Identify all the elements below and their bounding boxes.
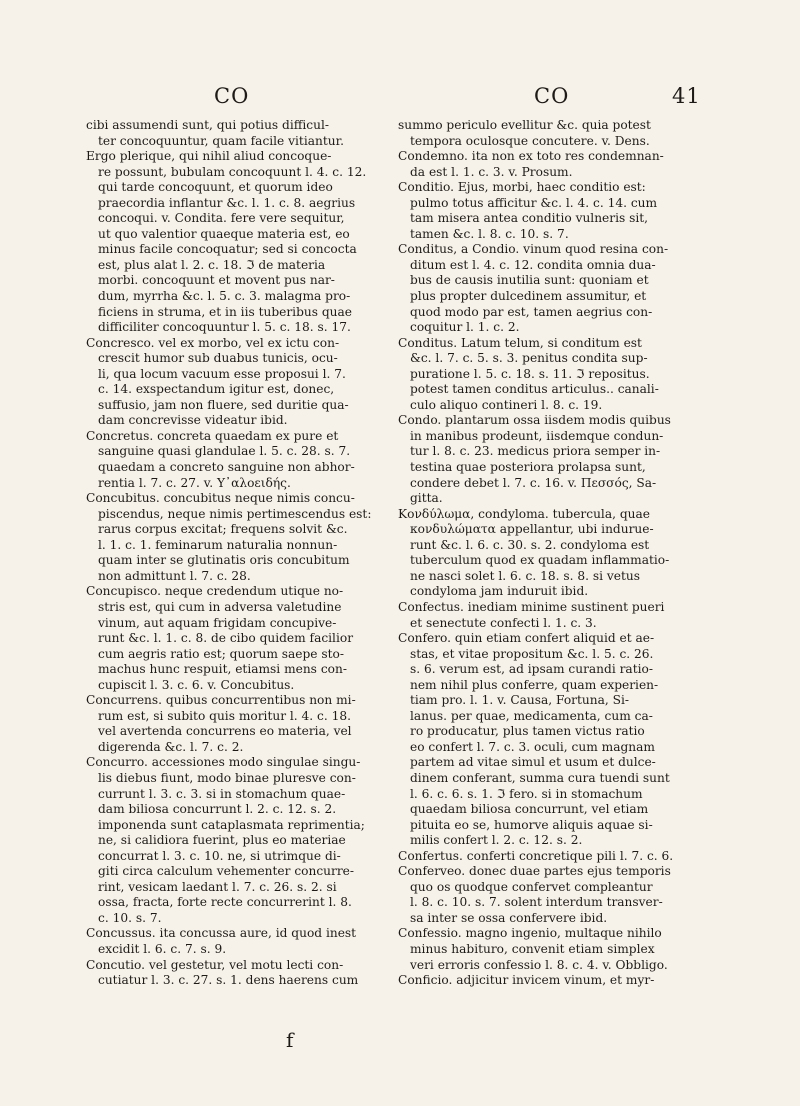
text-line: machus hunc respuit, etiamsi mens con- [98,662,347,677]
text-line: digerenda &c. l. 7. c. 2. [98,739,244,754]
text-line: Confero. quin etiam confert aliquid et ae- [398,631,655,646]
text-line: Conditio. Ejus, morbi, haec conditio est: [398,180,646,195]
text-line: qui tarde concoquunt, et quorum ideo [98,180,333,195]
text-line: suffusio, jam non fluere, sed duritie qua- [98,397,349,412]
text-line: rint, vesicam laedant l. 7. c. 26. s. 2. si [98,879,337,894]
text-line: plus propter dulcedinem assumitur, et [410,289,647,304]
text-line: ditum est l. 4. c. 12. condita omnia dua- [410,257,656,272]
text-line: giti circa calculum vehementer concurre- [98,864,354,879]
running-head-right: CO [534,84,570,108]
text-line: et senectute confecti l. 1. c. 3. [410,615,597,630]
text-line: coquitur l. 1. c. 2. [410,320,520,335]
text-line: ne, si calidiora fuerint, plus eo materiae [98,833,346,848]
text-line: cibi assumendi sunt, qui potius difficul- [86,118,329,132]
text-line: bus de causis inutilia sunt: quoniam et [410,273,649,288]
text-line: nem nihil plus conferre, quam experien- [410,677,659,692]
text-line: vinum, aut aquam frigidam concupive- [98,615,337,630]
text-line: stris est, qui cum in adversa valetudine [98,599,342,614]
text-line: gitta. [410,491,443,506]
text-line: l. 8. c. 10. s. 7. solent interdum transver- [410,895,663,910]
text-line: rum est, si subito quis moritur l. 4. c. 18. [98,708,352,723]
text-line: stas, et vitae propositum &c. l. 5. c. 26. [410,646,654,661]
text-line: vel avertenda concurrens eo materia, vel [98,724,352,739]
text-line: Concretus. concreta quaedam ex pure et [86,428,339,443]
text-line: sa inter se ossa confervere ibid. [410,910,608,925]
text-line: non admittunt l. 7. c. 28. [98,568,251,583]
text-line: veri erroris confessio l. 8. c. 4. v. Obbligo. [410,957,668,972]
text-line: Concubitus. concubitus neque nimis concu- [86,491,355,506]
text-line: concurrat l. 3. c. 10. ne, si utrimque di- [98,848,341,863]
text-line: pulmo totus afficitur &c. l. 4. c. 14. cum [410,195,658,210]
text-line: condere debet l. 7. c. 16. v. Πεσσός, Sa- [410,475,657,490]
text-line: Conferveo. donec duae partes ejus temporis [398,864,671,879]
text-line: minus habituro, convenit etiam simplex [410,941,655,956]
text-line: pituita eo se, humorve aliquis aquae si- [410,817,653,832]
text-line: re possunt, bubulam concoquunt l. 4. c. 12. [98,164,367,179]
text-line: Conficio. adjicitur invicem vinum, et myr- [398,973,655,988]
text-line: cutiatur l. 3. c. 27. s. 1. dens haerens cum [98,973,359,988]
text-line: piscendus, neque nimis pertimescendus est: [98,506,372,521]
text-line: c. 10. s. 7. [98,910,162,925]
text-line: κονδυλώματα appellantur, ubi indurue- [410,522,654,537]
text-line: tamen &c. l. 8. c. 10. s. 7. [410,226,569,241]
text-line: Concurrens. quibus concurrentibus non mi- [86,693,356,708]
text-line: da est l. 1. c. 3. v. Prosum. [410,164,573,179]
text-line: Confertus. conferti concretique pili l. 7. c. 6. [398,848,674,863]
text-line: l. 6. c. 6. s. 1. ℑ fero. si in stomachum [410,786,643,801]
text-line: quam inter se glutinatis oris concubitum [98,553,350,568]
text-line: Ergo plerique, qui nihil aliud concoque- [86,149,332,164]
text-line: sanguine quasi glandulae l. 5. c. 28. s. 7. [98,444,351,459]
text-line: Condo. plantarum ossa iisdem modis quibus [398,413,671,428]
signature-mark: f [286,1028,294,1052]
text-line: lanus. per quae, medicamenta, cum ca- [410,708,653,723]
text-line: in manibus prodeunt, iisdemque condun- [410,428,664,443]
text-line: condyloma jam induruit ibid. [410,584,589,599]
left-column [86,118,386,989]
text-line: imponenda sunt cataplasmata reprimentia; [98,817,365,832]
text-line: concoqui. v. Condita. fere vere sequitur, [98,211,345,226]
text-line: ter concoquuntur, quam facile vitiantur. [98,133,344,148]
text-line: rarus corpus excitat; frequens solvit &c. [98,522,348,537]
text-line: difficiliter concoquuntur l. 5. c. 18. s. 17. [98,320,351,335]
text-line: quaedam a concreto sanguine non abhor- [98,460,355,475]
text-line: Conditus. Latum telum, si conditum est [398,335,642,350]
text-line: puratione l. 5. c. 18. s. 11. ℑ repositus. [410,366,650,381]
text-line: Confessio. magno ingenio, multaque nihilo [398,926,662,941]
text-line: culo aliquo contineri l. 8. c. 19. [410,397,603,412]
text-line: cum aegris ratio est; quorum saepe sto- [98,646,345,661]
text-line: summo periculo evellitur &c. quia potest [398,118,651,132]
text-line: quaedam biliosa concurrunt, vel etiam [410,802,649,817]
text-line: li, qua locum vacuum esse proposui l. 7. [98,366,346,381]
text-line: c. 14. exspectandum igitur est, donec, [98,382,335,397]
text-line: runt &c. l. 1. c. 8. de cibo quidem facilior [98,631,354,646]
text-line: tur l. 8. c. 23. medicus priora semper in- [410,444,661,459]
text-line: currunt l. 3. c. 3. si in stomachum quae- [98,786,346,801]
text-line: dum, myrrha &c. l. 5. c. 3. malagma pro- [98,289,351,304]
text-line: ne nasci solet l. 6. c. 18. s. 8. si vetus [410,568,640,583]
text-line: potest tamen conditus articulus.. canali- [410,382,659,397]
text-line: Κονδύλωμα, condyloma. tubercula, quae [398,506,650,521]
page-number: 41 [672,84,701,108]
text-line: Conditus, a Condio. vinum quod resina con- [398,242,669,257]
text-line: quo os quodque confervet compleantur [410,879,653,894]
right-column [398,118,710,989]
text-line: l. 1. c. 1. feminarum naturalia nonnun- [98,537,338,552]
text-line: Concresco. vel ex morbo, vel ex ictu con- [86,335,340,350]
text-line: testina quae posteriora prolapsa sunt, [410,460,646,475]
running-head-left: CO [214,84,250,108]
text-line: morbi. concoquunt et movent pus nar- [98,273,335,288]
text-line: dinem conferant, summa cura tuendi sunt [410,770,670,785]
text-line: excidit l. 6. c. 7. s. 9. [98,941,227,956]
text-line: partem ad vitae simul et usum et dulce- [410,755,656,770]
text-line: ficiens in struma, et in iis tuberibus quae [98,304,352,319]
text-line: praecordia inflantur &c. l. 1. c. 8. aegrius [98,195,356,210]
text-line: Condemno. ita non ex toto res condemnan- [398,149,664,164]
text-line: quod modo par est, tamen aegrius con- [410,304,653,319]
text-line: Concupisco. neque credendum utique no- [86,584,344,599]
text-line: dam concrevisse videatur ibid. [98,413,288,428]
text-line: Concussus. ita concussa aure, id quod inest [86,926,357,941]
text-line: tempora oculosque concutere. v. Dens. [410,133,650,148]
text-line: ossa, fracta, forte recte concurrerint l. 8. [98,895,352,910]
text-line: est, plus alat l. 2. c. 18. ℑ de materia [98,257,326,272]
text-line: cupiscit l. 3. c. 6. v. Concubitus. [98,677,295,692]
text-line: eo confert l. 7. c. 3. oculi, cum magnam [410,739,655,754]
text-line: tam misera antea conditio vulneris sit, [410,211,649,226]
text-line: Concutio. vel gestetur, vel motu lecti con- [86,957,344,972]
text-line: dam biliosa concurrunt l. 2. c. 12. s. 2. [98,802,337,817]
text-line: s. 6. verum est, ad ipsam curandi ratio- [410,662,653,677]
text-line: ut quo valentior quaeque materia est, eo [98,226,350,241]
text-line: crescit humor sub duabus tunicis, ocu- [98,351,338,366]
text-line: tuberculum quod ex quadam inflammatio- [410,553,670,568]
text-line: milis confert l. 2. c. 12. s. 2. [410,833,583,848]
text-line: runt &c. l. 6. c. 30. s. 2. condyloma est [410,537,650,552]
text-line: minus facile concoquatur; sed si concocta [98,242,357,257]
text-line: Confectus. inediam minime sustinent pueri [398,599,665,614]
text-line: Concurro. accessiones modo singulae singu- [86,755,361,770]
text-line: &c. l. 7. c. 5. s. 3. penitus condita sup- [410,351,648,366]
text-line: tiam pro. l. 1. v. Causa, Fortuna, Si- [410,693,629,708]
text-line: rentia l. 7. c. 27. v. Υ᾿αλοειδής. [98,475,291,490]
text-line: ro producatur, plus tamen victus ratio [410,724,645,739]
text-line: lis diebus fiunt, modo binae pluresve con- [98,770,356,785]
